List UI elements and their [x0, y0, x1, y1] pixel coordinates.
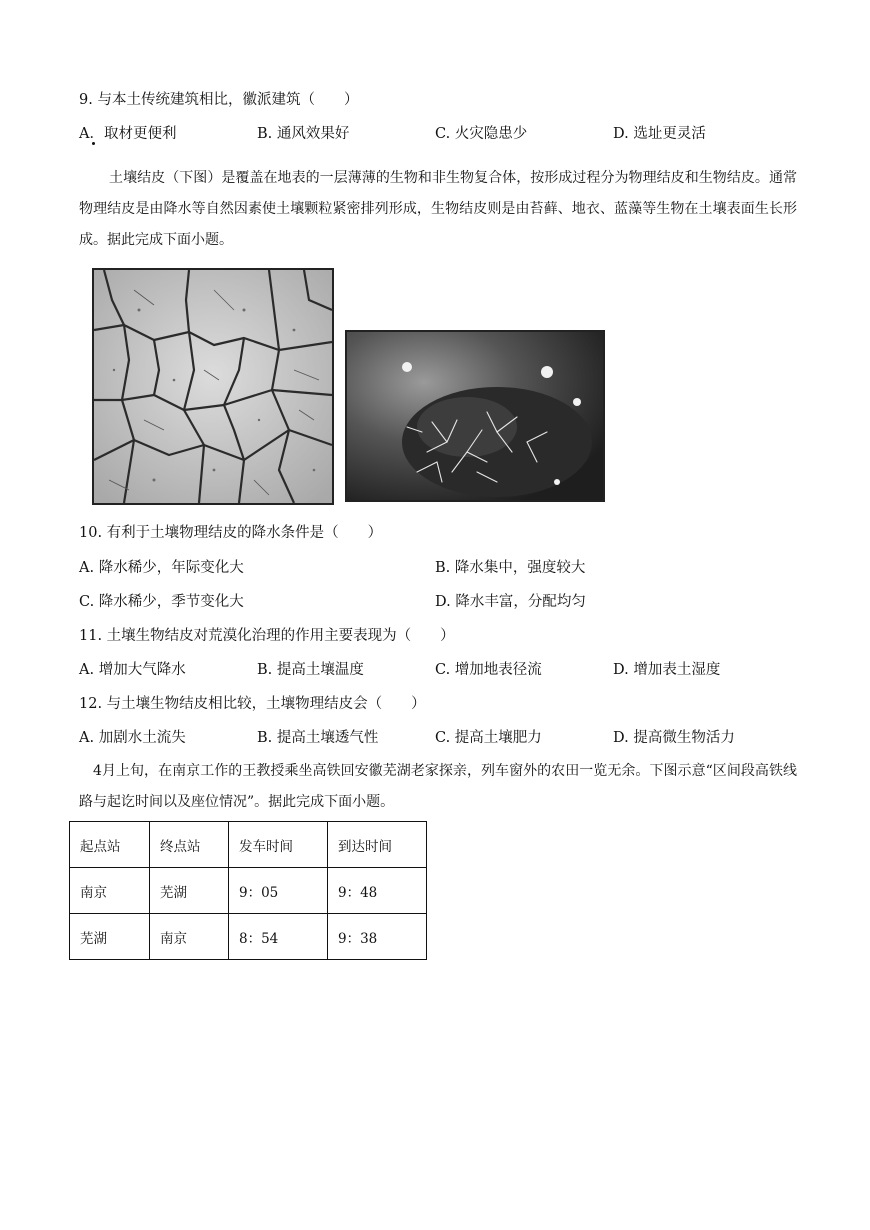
cell-origin: 南京	[70, 868, 150, 914]
cracked-soil-image	[94, 270, 332, 503]
header-departure: 发车时间	[229, 822, 328, 868]
cell-origin: 芜湖	[70, 914, 150, 960]
header-arrival: 到达时间	[328, 822, 427, 868]
header-origin: 起点站	[70, 822, 150, 868]
q12-option-d: D. 提高微生物活力	[613, 730, 735, 746]
moss-crust-image	[347, 332, 603, 500]
q11-option-a: A. 增加大气降水	[79, 662, 186, 678]
header-destination: 终点站	[150, 822, 229, 868]
q10-option-c: C. 降水稀少，季节变化大	[79, 594, 244, 610]
q12-option-a: A. 加剧水土流失	[79, 730, 186, 746]
q11-option-c: C. 增加地表径流	[435, 662, 542, 678]
q9-option-b: B. 通风效果好	[257, 126, 350, 142]
question-10-stem: 10. 有利于土壤物理结皮的降水条件是（ ）	[79, 525, 383, 541]
cell-arrival: 9：38	[328, 914, 427, 960]
q9-option-c: C. 火灾隐患少	[435, 126, 528, 142]
q10-option-a: A. 降水稀少，年际变化大	[79, 560, 244, 576]
cell-arrival: 9：48	[328, 868, 427, 914]
rail-schedule-table	[69, 821, 427, 960]
q12-option-b: B. 提高土壤透气性	[257, 730, 379, 746]
table-header-row	[70, 822, 427, 868]
passage-high-speed-rail	[79, 756, 797, 818]
q10-option-d: D. 降水丰富，分配均匀	[435, 594, 586, 610]
stray-dot	[92, 142, 95, 145]
question-9-stem: 9. 与本土传统建筑相比，徽派建筑（ ）	[79, 92, 359, 108]
q9-option-d: D. 选址更灵活	[613, 126, 706, 142]
passage-soil-crust-text: 土壤结皮（下图）是覆盖在地表的一层薄薄的生物和非生物复合体，按形成过程分为物理结皮和生物结皮。通常物理结皮是由降水等自然因素使土壤颗粒紧密排列形成，生物结皮则是由苔藓、地衣、蓝藻等生物在土壤表面生长形成。据此完成下面小题。	[79, 170, 797, 248]
q11-option-d: D. 增加表土湿度	[613, 662, 721, 678]
passage-soil-crust	[79, 163, 797, 256]
passage-high-speed-rail-text: 4月上旬，在南京工作的王教授乘坐高铁回安徽芜湖老家探亲，列车窗外的农田一览无余。下图示意“区间段高铁线路与起讫时间以及座位情况”。据此完成下面小题。	[79, 763, 797, 810]
table-row	[70, 868, 427, 914]
q12-option-c: C. 提高土壤肥力	[435, 730, 542, 746]
cell-departure: 9：05	[229, 868, 328, 914]
cell-destination: 芜湖	[150, 868, 229, 914]
q10-option-b: B. 降水集中，强度较大	[435, 560, 586, 576]
table-row	[70, 914, 427, 960]
q11-option-b: B. 提高土壤温度	[257, 662, 364, 678]
photo-biological-crust	[345, 330, 605, 502]
q9-option-a: A．取材更便利	[79, 126, 177, 142]
cell-destination: 南京	[150, 914, 229, 960]
question-12-stem: 12. 与土壤生物结皮相比较，土壤物理结皮会（ ）	[79, 696, 426, 712]
question-11-stem: 11. 土壤生物结皮对荒漠化治理的作用主要表现为（ ）	[79, 628, 455, 644]
photo-physical-crust	[92, 268, 334, 505]
cell-departure: 8：54	[229, 914, 328, 960]
